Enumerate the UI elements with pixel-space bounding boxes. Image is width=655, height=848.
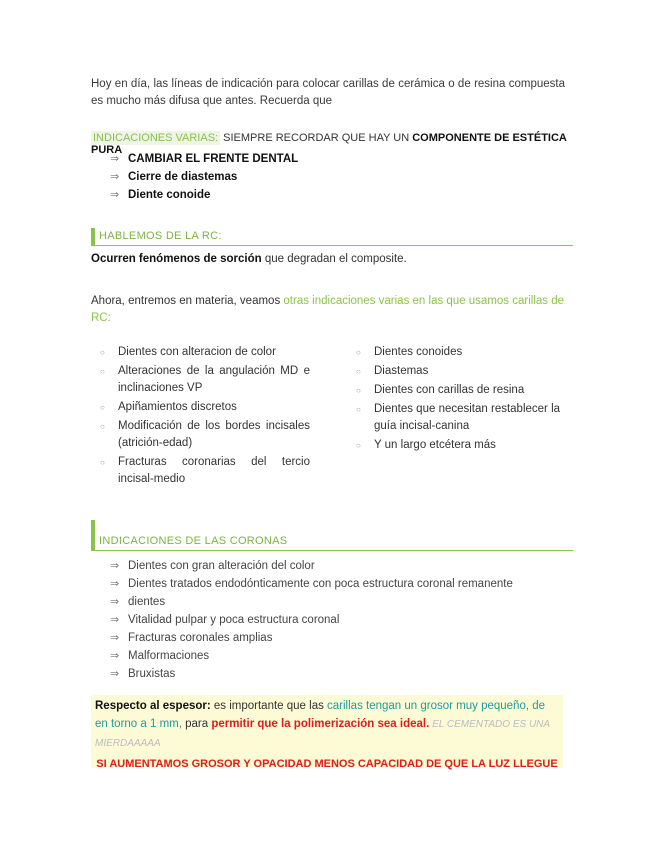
coronas-list	[110, 557, 513, 683]
espesor-faint-note: EL CEMENTADO ES UNA MIERDAAAAA	[95, 719, 550, 749]
coronas-section-heading: INDICACIONES DE LAS CORONAS	[91, 520, 573, 551]
list-item: ○ Y un largo etcétera más	[356, 437, 568, 454]
bullet-icon: ○	[100, 458, 105, 467]
indicaciones-varias-label: INDICACIONES VARIAS:	[93, 132, 219, 144]
list-item: ⇒ Fracturas coronales amplias	[110, 629, 513, 647]
bullet-icon: ○	[100, 348, 105, 357]
arrow-icon: ⇒	[110, 596, 120, 608]
indicaciones-varias-list	[110, 150, 298, 204]
bullet-icon: ○	[356, 348, 361, 357]
bullet-icon: ○	[356, 386, 361, 395]
list-item: ○ Dientes con alteracion de color	[100, 344, 310, 361]
list-item: ○ Modificación de los bordes incisales (atrición-edad)	[100, 420, 310, 449]
rc-paragraph-bold: Ocurren fenómenos de sorción	[91, 253, 262, 265]
espesor-label: Respecto al espesor:	[95, 700, 211, 712]
list-item: ⇒ Dientes con gran alteración del color	[110, 557, 513, 575]
bullet-icon: ○	[356, 367, 361, 376]
list-item: ⇒ Cierre de diastemas	[110, 168, 298, 186]
arrow-icon: ⇒	[110, 650, 120, 662]
ahora-text: Ahora, entremos en materia, veamos	[91, 295, 284, 307]
arrow-icon: ⇒	[110, 614, 120, 626]
ahora-paragraph	[91, 293, 565, 327]
arrow-icon: ⇒	[110, 632, 120, 644]
list-item: ⇒ Diente conoide	[110, 186, 298, 204]
rc-paragraph	[91, 253, 565, 265]
list-item: ⇒ Dientes tratados endodónticamente con poca estructura coronal remanente	[110, 575, 513, 593]
list-item: ⇒ dientes	[110, 593, 513, 611]
list-item: ○ Alteraciones de la angulación MD e inclinaciones VP	[100, 365, 310, 394]
rc-paragraph-rest: que degradan el composite.	[261, 253, 407, 265]
intro-paragraph: Hoy en día, las líneas de indicación para colocar carillas de cerámica o de resina compuesta es mucho más difusa que antes. Recuerda que	[91, 78, 565, 107]
arrow-icon: ⇒	[110, 578, 120, 590]
list-item: ⇒ Vitalidad pulpar y poca estructura coronal	[110, 611, 513, 629]
bullet-icon: ○	[100, 367, 105, 376]
rc-indications-left-list	[100, 344, 310, 490]
arrow-icon: ⇒	[110, 560, 120, 572]
espesor-warning: SI AUMENTAMOS GROSOR Y OPACIDAD MENOS CAPACIDAD DE QUE LA LUZ LLEGUE	[96, 758, 558, 770]
arrow-icon: ⇒	[110, 668, 120, 680]
espesor-red-text: permitir que la polimerización sea ideal.	[211, 718, 430, 730]
indicaciones-varias-text: SIEMPRE RECORDAR QUE HAY UN	[220, 132, 413, 144]
espesor-paragraph	[95, 697, 559, 753]
list-item: ⇒ Bruxistas	[110, 665, 513, 683]
bullet-icon: ○	[100, 403, 105, 412]
espesor-text-1: es importante que las	[210, 700, 328, 712]
list-item: ○ Dientes conoides	[356, 344, 568, 361]
bullet-icon: ○	[356, 441, 361, 450]
list-item: ○ Dientes que necesitan restablecer la guía incisal-canina	[356, 403, 561, 432]
list-item: ○ Diastemas	[356, 363, 568, 380]
list-item: ○ Apiñamientos discretos	[100, 399, 310, 416]
list-item: ⇒ CAMBIAR EL FRENTE DENTAL	[110, 150, 298, 168]
espesor-teal-text: carillas tengan un grosor muy pequeño, de en torno a 1 mm,	[95, 700, 546, 730]
indicaciones-varias-bold: COMPONENTE DE ESTÉTICA PURA	[91, 132, 567, 156]
list-item: ○ Dientes con carillas de resina	[356, 382, 568, 399]
arrow-icon: ⇒	[110, 153, 120, 165]
bullet-icon: ○	[356, 405, 361, 414]
arrow-icon: ⇒	[110, 189, 120, 201]
bullet-icon: ○	[100, 422, 105, 431]
espesor-highlight-box	[91, 695, 563, 768]
ahora-green-text: otras indicaciones varias en las que usamos carillas de RC:	[91, 295, 565, 324]
list-item: ○ Fracturas coronarias del tercio incisal-medio	[100, 456, 310, 485]
rc-indications-right-list	[356, 344, 568, 456]
rc-section-heading: HABLEMOS DE LA RC:	[91, 228, 573, 246]
espesor-text-2: para	[181, 718, 212, 730]
arrow-icon: ⇒	[110, 171, 120, 183]
list-item: ⇒ Malformaciones	[110, 647, 513, 665]
